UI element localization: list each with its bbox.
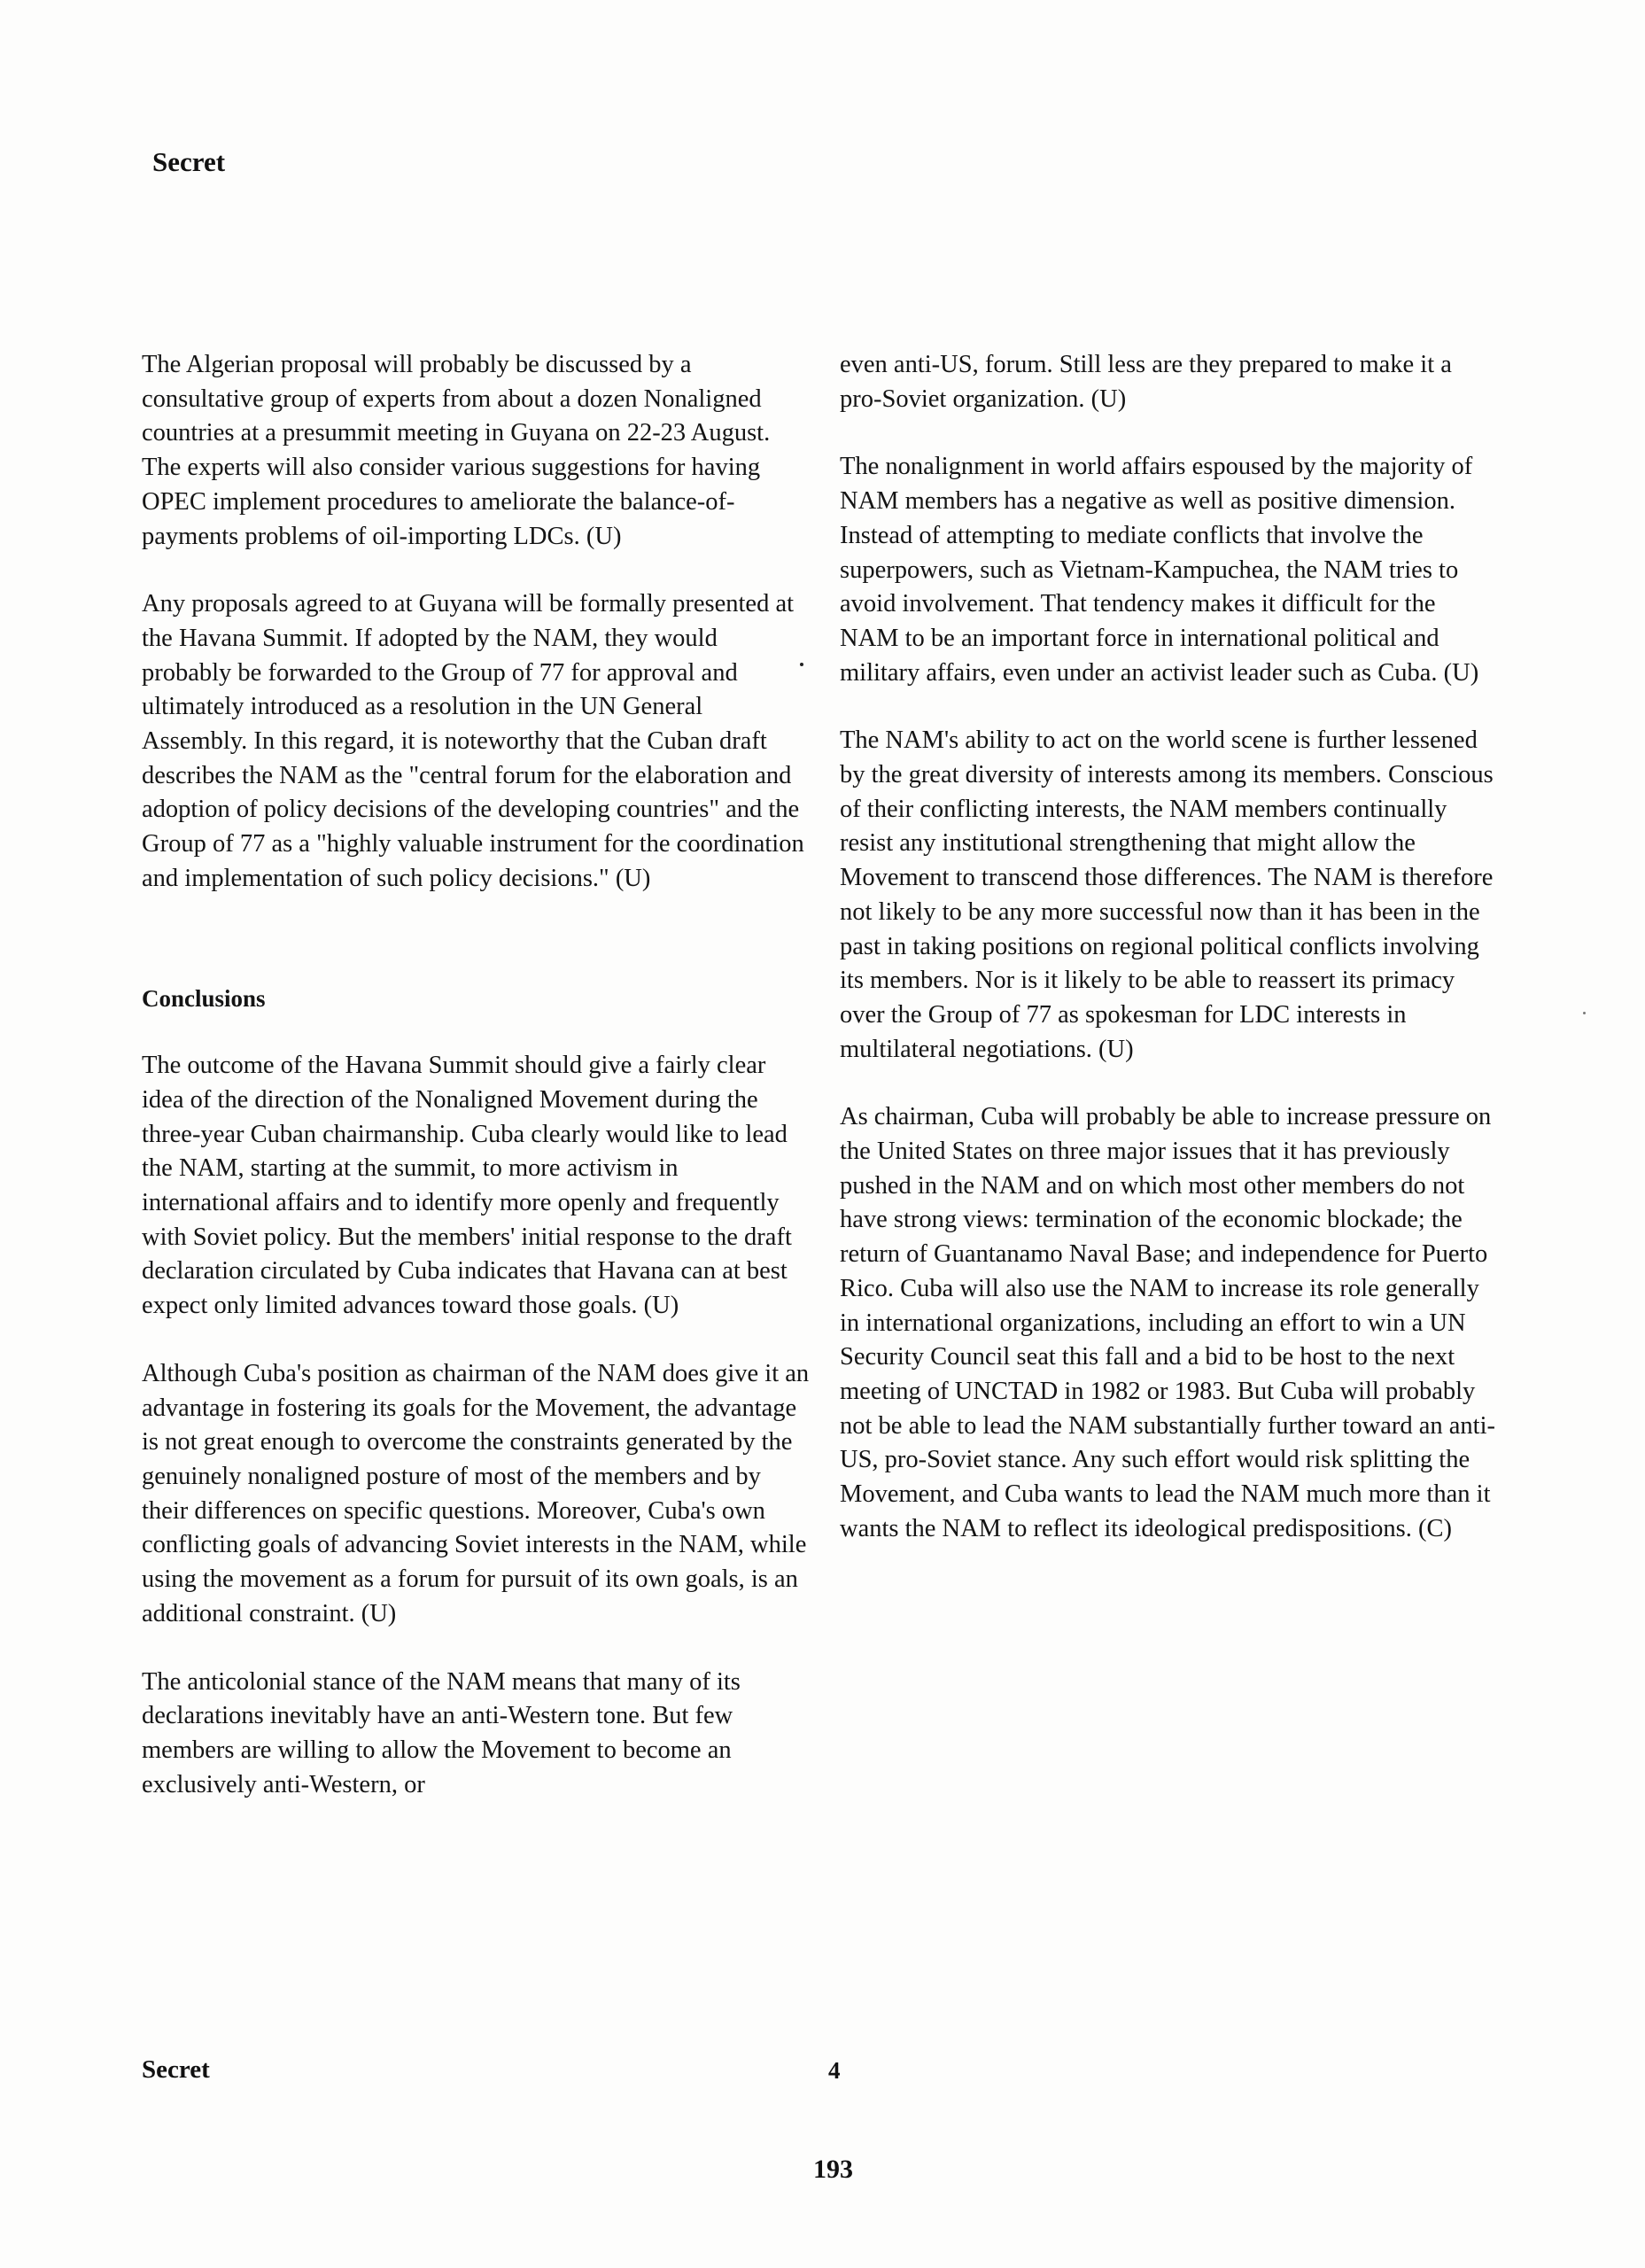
document-number: 193 <box>813 2155 853 2184</box>
paragraph: The Algerian proposal will probably be discussed by a consultative group of experts from about a dozen Nonaligned countries at a presummit meeting in Guyana on 22-23 August. The experts will also consider various suggestions for having OPEC implement procedures to ameliorate the balance-of-payments problems of oil-importing LDCs. (U) <box>142 351 771 550</box>
right-column <box>840 348 1495 1581</box>
paragraph: As chairman, Cuba will probably be able to increase pressure on the United States on three major issues that it has previously pushed in the NAM and on which most other members do not have strong views: termination of the economic blockade; the return of Guantanamo Naval Base; and independence for Puerto Rico. Cuba will also use the NAM to increase its role generally in international organizations, including an effort to win a UN Security Council seat this fall and a bid to be host to the next meeting of UNCTAD in 1982 or 1983. But Cuba will probably not be able to lead the NAM substantially further toward an anti-US, pro-Soviet stance. Any such effort would risk splitting the Movement, and Cuba wants to lead the NAM much more than it wants the NAM to reflect its ideological predispositions. (C) <box>840 1103 1495 1542</box>
page-number: 4 <box>828 2057 841 2084</box>
header-classification: Secret <box>152 146 226 177</box>
paragraph: The outcome of the Havana Summit should give a fairly clear idea of the direction of the Nonaligned Movement during the three-year Cuban chairmanship. Cuba clearly would like to lead the NAM, starting at the summit, to more activism in international affairs and to identify more openly and frequently with Soviet policy. But the members' initial response to the draft declaration circulated by Cuba indicates that Havana can at best expect only limited advances toward those goals. (U) <box>142 1052 792 1320</box>
section-heading-conclusions: Conclusions <box>142 984 266 1012</box>
paragraph: The nonalignment in world affairs espoused by the majority of NAM members has a negative as well as positive dimension. Instead of attempting to mediate conflicts that involve the superpowers, such as Vietnam-Kampuchea, the NAM tries to avoid involvement. That tendency makes it difficult for the NAM to be an important force in international political and military affairs, even under an activist leader such as Cuba. (U) <box>840 453 1479 687</box>
paragraph: The anticolonial stance of the NAM means that many of its declarations inevitably have an anti-Western tone. But few members are willing to allow the Movement to become an exclusively anti-Western, or <box>142 1667 741 1798</box>
paragraph: Although Cuba's position as chairman of the NAM does give it an advantage in fostering its goals for the Movement, the advantage is not great enough to overcome the constraints generated by the genuinely nonaligned posture of most of the members and by their differences on specific questions. Moreover, Cuba's own conflicting goals of advancing Soviet interests in the NAM, while using the movement as a forum for pursuit of its own goals, is an additional constraint. (U) <box>142 1359 810 1627</box>
footer-classification: Secret <box>142 2055 210 2084</box>
paragraph: even anti-US, forum. Still less are they prepared to make it a pro-Soviet organization. (U) <box>840 351 1452 413</box>
paragraph: The NAM's ability to act on the world scene is further lessened by the great diversity of interests among its members. Conscious of their conflicting interests, the NAM members continually resist any institutional strengthening that might allow the Movement to transcend those differences. The NAM is therefore not likely to be any more successful now than it has been in the past in taking positions on regional political conflicts involving its members. Nor is it likely to be able to reassert its primacy over the Group of 77 as spokesman for LDC interests in multilateral negotiations. (U) <box>840 726 1494 1063</box>
scan-speck <box>800 663 803 666</box>
scan-speck <box>1583 1012 1586 1014</box>
left-column <box>142 348 811 1836</box>
paragraph: Any proposals agreed to at Guyana will be formally presented at the Havana Summit. If adopted by the NAM, they would probably be forwarded to the Group of 77 for approval and ultimately introduced as a resolution in the UN General Assembly. In this regard, it is noteworthy that the Cuban draft describes the NAM as the "central forum for the elaboration and adoption of policy decisions of the developing countries" and the Group of 77 as a "highly valuable instrument for the coordination and implementation of such policy decisions." (U) <box>142 590 804 892</box>
